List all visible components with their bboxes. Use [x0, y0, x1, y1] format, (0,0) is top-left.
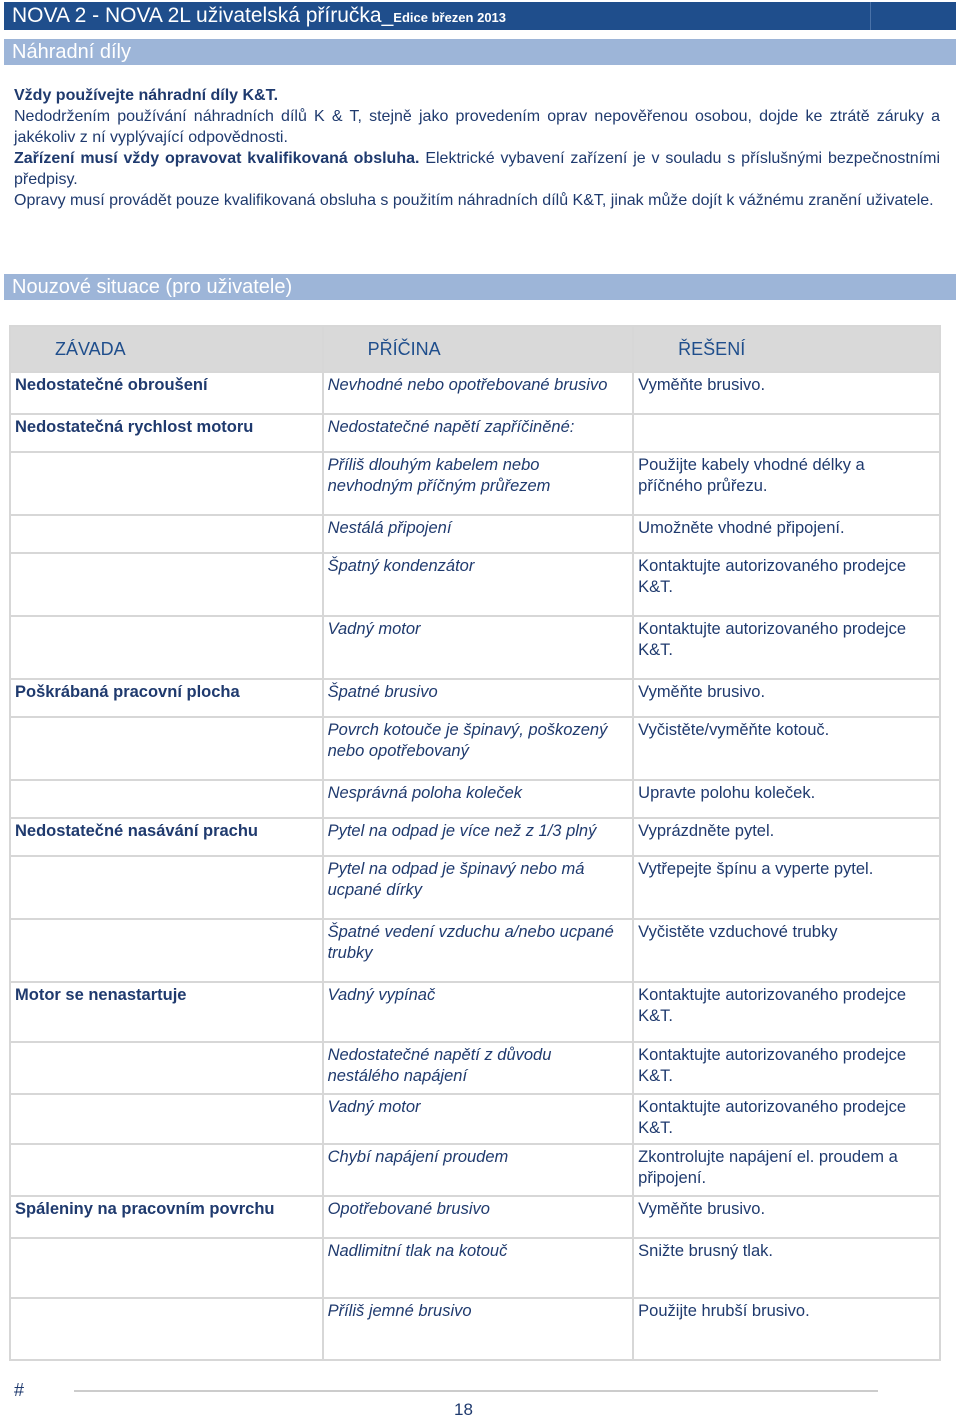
cell-fault: Poškrábaná pracovní plocha: [10, 679, 323, 717]
cell-cause: Nesprávná poloha koleček: [323, 780, 634, 818]
cell-solution: Vytřepejte špínu a vyperte pytel.: [633, 856, 940, 919]
cell-solution: Vyprázdněte pytel.: [633, 818, 940, 856]
document-title: NOVA 2 - NOVA 2L uživatelská příručka_: [12, 4, 394, 27]
table-row: [10, 679, 940, 717]
cell-solution: Zkontrolujte napájení el. proudem a připojení.: [633, 1144, 940, 1196]
cell-solution: Kontaktujte autorizovaného prodejce K&T.: [633, 616, 940, 679]
cell-solution: Vyměňte brusivo.: [633, 679, 940, 717]
cell-fault: [10, 1144, 323, 1196]
cell-fault: [10, 515, 323, 553]
troubleshooting-table: [9, 325, 941, 1361]
cell-fault: Spáleniny na pracovním povrchu: [10, 1196, 323, 1238]
cell-fault: [10, 1238, 323, 1298]
cell-solution: Kontaktujte autorizovaného prodejce K&T.: [633, 553, 940, 616]
cell-fault: [10, 919, 323, 982]
section-heading-parts-label: Náhradní díly: [12, 41, 131, 63]
cell-cause: Špatné brusivo: [323, 679, 634, 717]
cell-fault: [10, 717, 323, 780]
page-number: 18: [454, 1400, 473, 1419]
document-edition: Edice březen 2013: [393, 10, 507, 25]
cell-solution: Vyměňte brusivo.: [633, 372, 940, 414]
cell-fault: [10, 616, 323, 679]
cell-cause: Nadlimitní tlak na kotouč: [323, 1238, 634, 1298]
cell-cause: Vadný motor: [323, 616, 634, 679]
footer-divider: [74, 1390, 878, 1392]
title-bar-divider: [870, 2, 871, 30]
header-pricina: PŘÍČINA: [323, 326, 634, 372]
cell-fault: [10, 1042, 323, 1094]
cell-solution: Kontaktujte autorizovaného prodejce K&T.: [633, 1094, 940, 1144]
section-heading-parts: [4, 39, 956, 65]
cell-solution: Použijte kabely vhodné délky a příčného průřezu.: [633, 452, 940, 515]
table-row: [10, 414, 940, 452]
table-row: [10, 1238, 940, 1298]
cell-fault: [10, 1298, 323, 1360]
cell-solution: Snižte brusný tlak.: [633, 1238, 940, 1298]
table-row: [10, 1196, 940, 1238]
table-row: [10, 919, 940, 982]
cell-cause: Nedostatečné napětí zapříčiněné:: [323, 414, 634, 452]
cell-cause: Vadný motor: [323, 1094, 634, 1144]
section-heading-emergency: [4, 274, 956, 300]
cell-fault: [10, 553, 323, 616]
cell-cause: Špatné vedení vzduchu a/nebo ucpané trubky: [323, 919, 634, 982]
intro-paragraph-2: Nedodržením používání náhradních dílů K & T, stejně jako provedením oprav nepověřenou osobou, dojde ke ztrátě záruky a jakékoliv z ní vyplývající odpovědnosti.: [14, 108, 940, 146]
cell-cause: Chybí napájení proudem: [323, 1144, 634, 1196]
cell-fault: Nedostatečné obroušení: [10, 372, 323, 414]
cell-solution: Vyměňte brusivo.: [633, 1196, 940, 1238]
intro-paragraph-3-rest: Elektrické vybavení zařízení je v souladu s příslušnými bezpečnostními předpisy.: [14, 150, 941, 188]
cell-fault: [10, 780, 323, 818]
header-zavada: ZÁVADA: [10, 326, 323, 372]
cell-cause: Opotřebované brusivo: [323, 1196, 634, 1238]
table-row: [10, 372, 940, 414]
cell-cause: Povrch kotouče je špinavý, poškozený nebo opotřebovaný: [323, 717, 634, 780]
table-row: [10, 1042, 940, 1094]
header-reseni: ŘEŠENÍ: [633, 326, 940, 372]
cell-cause: Vadný vypínač: [323, 982, 634, 1042]
cell-solution: Kontaktujte autorizovaného prodejce K&T.: [633, 982, 940, 1042]
cell-fault: Motor se nenastartuje: [10, 982, 323, 1042]
intro-paragraph-1: Vždy používejte náhradní díly K&T.: [14, 87, 279, 104]
cell-solution: Kontaktujte autorizovaného prodejce K&T.: [633, 1042, 940, 1094]
table-row: [10, 780, 940, 818]
table-row: [10, 1094, 940, 1144]
cell-cause: Nestálá připojení: [323, 515, 634, 553]
table-row: [10, 818, 940, 856]
table-row: [10, 982, 940, 1042]
cell-fault: [10, 856, 323, 919]
intro-paragraph-3-bold: Zařízení musí vždy opravovat kvalifikovaná obsluha.: [14, 150, 420, 167]
cell-cause: Nedostatečné napětí z důvodu nestálého napájení: [323, 1042, 634, 1094]
cell-fault: [10, 1094, 323, 1144]
cell-solution: Vyčistěte vzduchové trubky: [633, 919, 940, 982]
cell-cause: Pytel na odpad je více než z 1/3 plný: [323, 818, 634, 856]
cell-solution: [633, 414, 940, 452]
cell-cause: Příliš jemné brusivo: [323, 1298, 634, 1360]
cell-solution: Vyčistěte/vyměňte kotouč.: [633, 717, 940, 780]
cell-fault: Nedostatečná rychlost motoru: [10, 414, 323, 452]
table-row: [10, 717, 940, 780]
table-row: [10, 515, 940, 553]
footer-hash: #: [14, 1380, 25, 1400]
table-row: [10, 452, 940, 515]
cell-fault: Nedostatečné nasávání prachu: [10, 818, 323, 856]
cell-solution: Použijte hrubší brusivo.: [633, 1298, 940, 1360]
intro-paragraph-4: Opravy musí provádět pouze kvalifikovaná obsluha s použitím náhradních dílů K&T, jinak může dojít k vážnému zranění uživatele.: [14, 192, 934, 209]
intro-text: [14, 85, 940, 211]
section-heading-emergency-label: Nouzové situace (pro uživatele): [12, 276, 293, 298]
cell-solution: Umožněte vhodné připojení.: [633, 515, 940, 553]
intro-paragraph-3: [14, 148, 940, 190]
cell-solution: Upravte polohu koleček.: [633, 780, 940, 818]
cell-cause: Pytel na odpad je špinavý nebo má ucpané dírky: [323, 856, 634, 919]
table-header-row: [10, 326, 940, 372]
table-row: [10, 553, 940, 616]
table-row: [10, 616, 940, 679]
document-title-bar: [4, 2, 956, 30]
table-row: [10, 1298, 940, 1360]
cell-fault: [10, 452, 323, 515]
table-row: [10, 856, 940, 919]
cell-cause: Příliš dlouhým kabelem nebo nevhodným příčným průřezem: [323, 452, 634, 515]
cell-cause: Špatný kondenzátor: [323, 553, 634, 616]
table-row: [10, 1144, 940, 1196]
cell-cause: Nevhodné nebo opotřebované brusivo: [323, 372, 634, 414]
